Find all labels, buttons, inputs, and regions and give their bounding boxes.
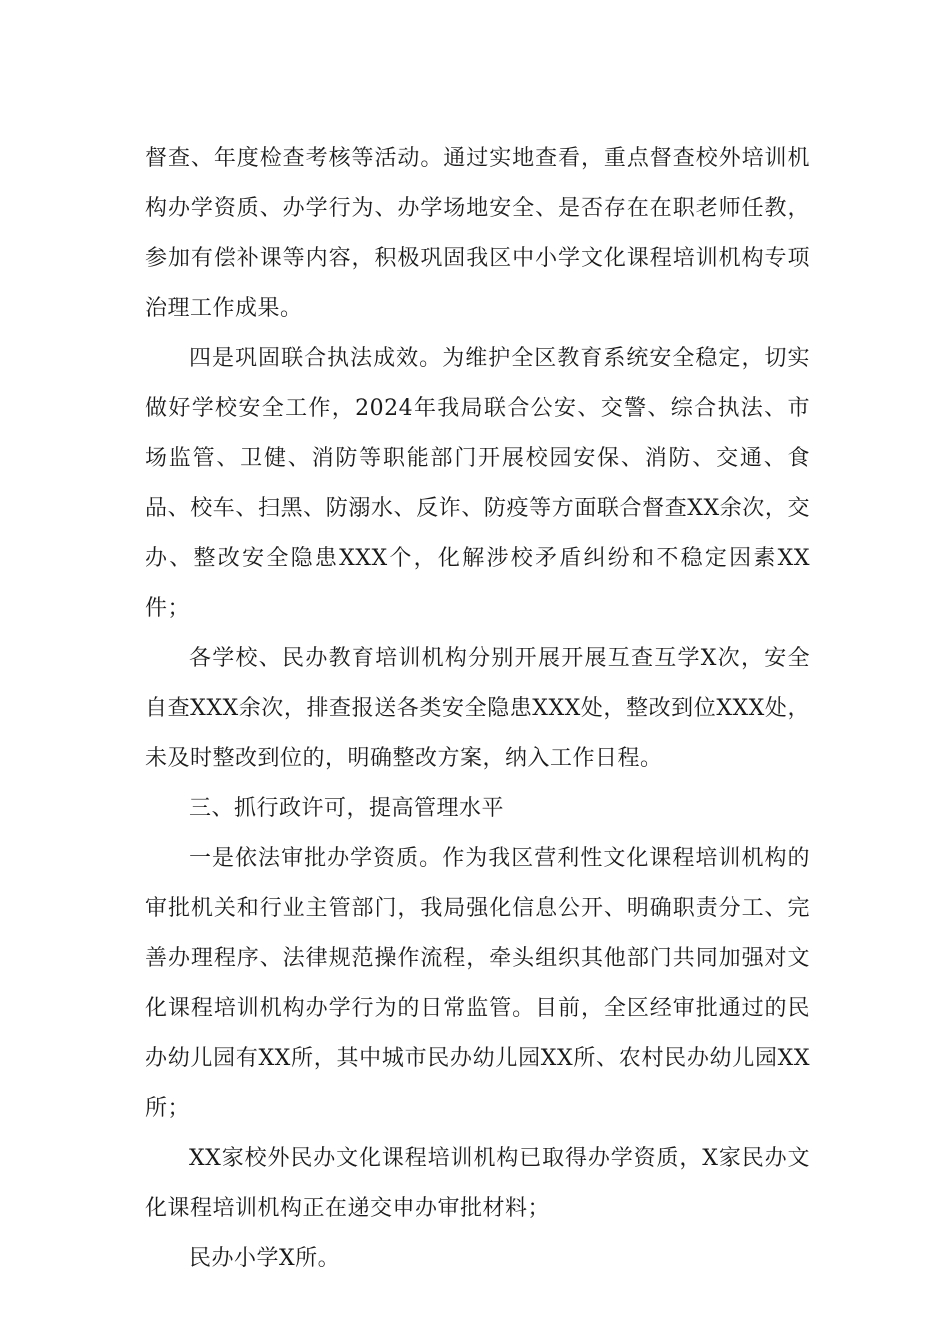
paragraph-private-primary-schools: 民办小学X所。 [189, 1246, 341, 1271]
section-heading-administrative-licensing: 三、抓行政许可，提高管理水平 [189, 796, 505, 821]
paragraph-training-institutions: XX家校外民办文化课程培训机构已取得办学资质，X家民办文化课程培训机构正在递交申办审批材料； [145, 1146, 810, 1221]
paragraph-inspection-continued: 督查、年度检查考核等活动。通过实地查看，重点督查校外培训机构办学资质、办学行为、办学场地安全、是否存在在职老师任教，参加有偿补课等内容，积极巩固我区中小学文化课程培训机构专项治理工作成果。 [145, 146, 810, 321]
document-body [145, 134, 810, 1284]
paragraph-approval-qualifications: 一是依法审批办学资质。作为我区营利性文化课程培训机构的审批机关和行业主管部门，我局强化信息公开、明确职责分工、完善办理程序、法律规范操作流程，牵头组织其他部门共同加强对文化课程培训机构办学行为的日常监管。目前，全区经审批通过的民办幼儿园有XX所，其中城市民办幼儿园XX所、农村民办幼儿园XX所； [145, 846, 810, 1121]
paragraph-school-self-check: 各学校、民办教育培训机构分别开展开展互查互学X次，安全自查XXX余次，排查报送各类安全隐患XXX处，整改到位XXX处，未及时整改到位的，明确整改方案，纳入工作日程。 [145, 646, 810, 771]
paragraph-joint-enforcement: 四是巩固联合执法成效。为维护全区教育系统安全稳定，切实做好学校安全工作，2024年我局联合公安、交警、综合执法、市场监管、卫健、消防等职能部门开展校园安保、消防、交通、食品、校车、扫黑、防溺水、反诈、防疫等方面联合督查XX余次，交办、整改安全隐患XXX个，化解涉校矛盾纠纷和不稳定因素XX件； [145, 346, 810, 621]
